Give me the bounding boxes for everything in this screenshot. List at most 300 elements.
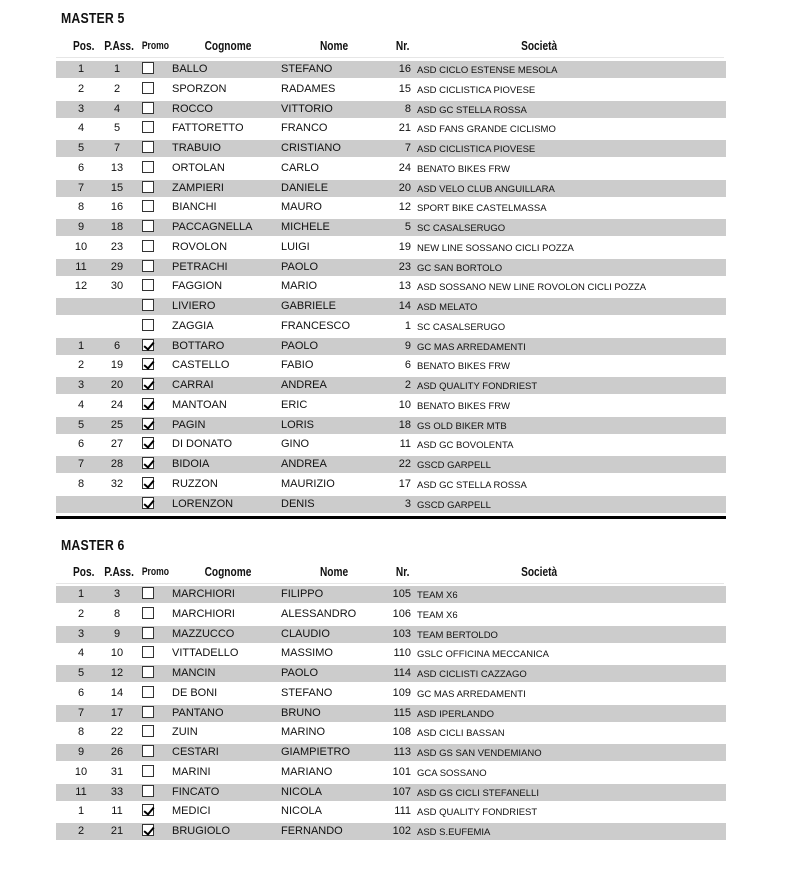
- promo-checkbox[interactable]: [142, 82, 154, 94]
- promo-checkbox[interactable]: [142, 418, 154, 430]
- cognome-cell: PACCAGNELLA: [172, 221, 253, 233]
- nr-cell: 113: [393, 746, 411, 758]
- societa-cell: GCA SOSSANO: [417, 767, 487, 779]
- pass-cell: 30: [110, 280, 124, 293]
- societa-cell: ASD FANS GRANDE CICLISMO: [417, 124, 556, 136]
- nome-cell: STEFANO: [281, 63, 333, 75]
- cognome-cell: LORENZON: [172, 497, 234, 510]
- table-row: [56, 803, 726, 820]
- header-pos: Pos.: [73, 564, 95, 579]
- promo-checkbox[interactable]: [142, 785, 154, 797]
- nr-cell: 3: [404, 497, 411, 510]
- cognome-cell: FAGGION: [172, 280, 223, 293]
- pos-cell: 7: [77, 706, 85, 719]
- societa-cell: SC CASALSERUGO: [417, 223, 506, 234]
- promo-checkbox[interactable]: [142, 627, 154, 639]
- cognome-cell: ZUIN: [172, 726, 198, 739]
- pos-cell: 4: [77, 647, 85, 660]
- table-row: [56, 278, 726, 295]
- table-row: [56, 160, 726, 177]
- nr-cell: 15: [398, 82, 411, 95]
- nome-cell: CLAUDIO: [281, 627, 330, 640]
- societa-cell: ASD QUALITY FONDRIEST: [417, 381, 538, 392]
- societa-cell: NEW LINE SOSSANO CICLI POZZA: [417, 242, 574, 254]
- nome-cell: ANDREA: [281, 458, 327, 470]
- table-row: [56, 318, 726, 335]
- table-row: [56, 665, 726, 682]
- table-row: [56, 259, 726, 276]
- promo-checkbox[interactable]: [142, 765, 154, 777]
- cognome-cell: SPORZON: [172, 82, 227, 95]
- pos-cell: 2: [77, 825, 85, 837]
- pass-cell: 10: [110, 647, 124, 660]
- nome-cell: GINO: [281, 438, 310, 451]
- promo-checkbox[interactable]: [142, 437, 154, 449]
- cognome-cell: CASTELLO: [172, 359, 230, 372]
- nome-cell: CRISTIANO: [281, 142, 341, 154]
- pass-cell: 9: [113, 627, 121, 640]
- table-row: [56, 705, 726, 722]
- cognome-cell: MANTOAN: [172, 398, 227, 411]
- cognome-cell: DE BONI: [172, 686, 218, 699]
- table-row: [56, 764, 726, 781]
- nome-cell: MARIO: [281, 280, 318, 293]
- pos-cell: 4: [77, 398, 85, 411]
- pass-cell: 5: [113, 122, 121, 135]
- pos-cell: 2: [77, 82, 85, 95]
- table-row: [56, 239, 726, 256]
- nome-cell: PAOLO: [281, 260, 319, 273]
- societa-cell: ASD IPERLANDO: [417, 708, 495, 720]
- pos-cell: 5: [77, 418, 85, 431]
- nr-cell: 10: [398, 398, 411, 411]
- nome-cell: STEFANO: [281, 686, 333, 699]
- societa-cell: ASD GC STELLA ROSSA: [417, 104, 527, 116]
- table-row: [56, 436, 726, 453]
- societa-cell: BENATO BIKES FRW: [417, 400, 510, 412]
- nr-cell: 7: [404, 142, 411, 154]
- societa-cell: GC SAN BORTOLO: [417, 262, 503, 274]
- nr-cell: 110: [393, 647, 411, 660]
- societa-cell: ASD CICLI BASSAN: [417, 728, 505, 740]
- section-title: MASTER 5: [61, 10, 125, 27]
- pos-cell: 2: [77, 359, 85, 372]
- pass-cell: 33: [110, 785, 124, 798]
- promo-checkbox[interactable]: [142, 279, 154, 291]
- cognome-cell: PAGIN: [172, 418, 206, 431]
- nr-cell: 6: [404, 359, 411, 372]
- nome-cell: MICHELE: [281, 221, 330, 233]
- pos-cell: 3: [77, 379, 85, 391]
- nr-cell: 108: [392, 726, 411, 739]
- pos-cell: 5: [77, 667, 85, 679]
- nome-cell: VITTORIO: [281, 102, 333, 115]
- promo-checkbox[interactable]: [142, 220, 154, 232]
- pos-cell: 6: [77, 686, 85, 699]
- promo-checkbox[interactable]: [142, 121, 154, 133]
- promo-checkbox[interactable]: [142, 398, 154, 410]
- nr-cell: 1: [404, 319, 411, 332]
- promo-checkbox[interactable]: [142, 102, 154, 114]
- nr-cell: 8: [404, 102, 411, 115]
- cognome-cell: FATTORETTO: [172, 122, 244, 135]
- nr-cell: 107: [392, 785, 411, 798]
- pos-cell: 5: [77, 142, 85, 154]
- pos-cell: 6: [77, 161, 85, 174]
- promo-checkbox[interactable]: [142, 607, 154, 619]
- pos-cell: 9: [77, 746, 85, 758]
- table-row: [56, 377, 726, 394]
- table-row: [56, 101, 726, 118]
- promo-checkbox[interactable]: [142, 319, 154, 331]
- pass-cell: 11: [111, 805, 123, 818]
- nr-cell: 106: [392, 607, 411, 620]
- nome-cell: NICOLA: [281, 805, 322, 818]
- cognome-cell: BIANCHI: [172, 201, 217, 214]
- table-row: [56, 180, 726, 197]
- promo-checkbox[interactable]: [142, 161, 154, 173]
- results-table-master-5: [56, 61, 726, 515]
- societa-cell: ASD GS CICLI STEFANELLI: [417, 787, 539, 799]
- promo-checkbox[interactable]: [142, 646, 154, 658]
- societa-cell: GS OLD BIKER MTB: [417, 420, 507, 432]
- pos-cell: 1: [77, 805, 85, 818]
- pass-cell: 23: [110, 240, 124, 253]
- cognome-cell: ROCCO: [172, 102, 213, 115]
- promo-checkbox[interactable]: [142, 745, 154, 757]
- pos-cell: 6: [77, 438, 85, 451]
- nr-cell: 14: [398, 300, 411, 312]
- promo-checkbox[interactable]: [142, 804, 154, 816]
- pass-cell: 27: [110, 438, 124, 451]
- cognome-cell: PETRACHI: [172, 260, 228, 273]
- header-societa: Società: [521, 564, 558, 579]
- section-title: MASTER 6: [61, 537, 125, 554]
- cognome-cell: PANTANO: [172, 706, 224, 719]
- table-row: [56, 417, 726, 434]
- nr-cell: 2: [404, 379, 411, 391]
- nome-cell: MAURIZIO: [281, 477, 335, 490]
- pass-cell: 32: [110, 477, 124, 490]
- pos-cell: 11: [75, 260, 87, 273]
- header-promo: Promo: [141, 40, 170, 52]
- nr-cell: 114: [393, 667, 411, 679]
- promo-checkbox[interactable]: [142, 725, 154, 737]
- pass-cell: 2: [113, 82, 121, 95]
- nr-cell: 101: [392, 765, 411, 778]
- promo-checkbox[interactable]: [142, 378, 154, 390]
- nr-cell: 111: [394, 805, 411, 818]
- pass-cell: 3: [113, 588, 121, 600]
- pass-cell: 31: [110, 765, 124, 778]
- promo-checkbox[interactable]: [142, 587, 154, 599]
- promo-checkbox[interactable]: [142, 62, 154, 74]
- pass-cell: 6: [113, 339, 121, 352]
- cognome-cell: BRUGIOLO: [172, 825, 231, 837]
- cognome-cell: CARRAI: [172, 379, 214, 391]
- table-row: [56, 199, 726, 216]
- pos-cell: 8: [77, 477, 85, 490]
- societa-cell: BENATO BIKES FRW: [417, 361, 510, 373]
- pos-cell: 1: [77, 339, 85, 352]
- nome-cell: ALESSANDRO: [281, 607, 357, 620]
- cognome-cell: CESTARI: [172, 746, 219, 758]
- societa-cell: GSLC OFFICINA MECCANICA: [417, 649, 549, 661]
- nome-cell: MASSIMO: [281, 647, 333, 660]
- nome-cell: CARLO: [281, 161, 319, 174]
- header-nome: Nome: [319, 38, 349, 53]
- nome-cell: PAOLO: [281, 667, 319, 679]
- promo-checkbox[interactable]: [142, 824, 154, 836]
- header-cognome: Cognome: [204, 564, 252, 579]
- cognome-cell: TRABUIO: [172, 142, 221, 154]
- pass-cell: 24: [110, 398, 124, 411]
- header-pass: P.Ass.: [104, 38, 134, 53]
- pass-cell: 4: [113, 102, 121, 115]
- pass-cell: 8: [113, 607, 121, 620]
- table-row: [56, 744, 726, 761]
- table-row: [56, 61, 726, 78]
- pass-cell: 26: [110, 746, 124, 758]
- promo-checkbox[interactable]: [142, 200, 154, 212]
- pass-cell: 21: [110, 825, 124, 837]
- pass-cell: 28: [110, 458, 124, 470]
- header-pass: P.Ass.: [104, 564, 134, 579]
- table-row: [56, 476, 726, 493]
- table-header: [56, 35, 724, 58]
- nome-cell: LUIGI: [281, 240, 310, 253]
- nr-cell: 24: [398, 161, 411, 174]
- promo-checkbox[interactable]: [142, 706, 154, 718]
- societa-cell: ASD CICLISTICA PIOVESE: [417, 144, 536, 155]
- societa-cell: ASD CICLO ESTENSE MESOLA: [417, 65, 558, 76]
- cognome-cell: MARINI: [172, 765, 211, 778]
- nr-cell: 23: [398, 260, 411, 273]
- nr-cell: 12: [398, 201, 411, 214]
- header-nr: Nr.: [395, 564, 410, 579]
- pass-cell: 12: [110, 667, 124, 679]
- nome-cell: PAOLO: [281, 339, 319, 352]
- table-header: [56, 561, 724, 584]
- pos-cell: 10: [74, 240, 88, 253]
- header-promo: Promo: [141, 566, 170, 578]
- nome-cell: ERIC: [281, 398, 308, 411]
- table-row: [56, 784, 726, 801]
- header-nr: Nr.: [395, 38, 410, 53]
- nome-cell: RADAMES: [281, 82, 336, 95]
- table-row: [56, 724, 726, 741]
- pass-cell: 7: [113, 142, 121, 154]
- societa-cell: ASD VELO CLUB ANGUILLARA: [417, 183, 555, 195]
- table-row: [56, 219, 726, 236]
- pos-cell: 3: [77, 102, 85, 115]
- promo-checkbox[interactable]: [142, 666, 154, 678]
- pass-cell: 29: [110, 260, 124, 273]
- header-nome: Nome: [319, 564, 349, 579]
- societa-cell: TEAM X6: [417, 590, 458, 601]
- promo-checkbox[interactable]: [142, 181, 154, 193]
- table-row: [56, 120, 726, 137]
- pass-cell: 25: [110, 418, 124, 431]
- societa-cell: ASD CICLISTICA PIOVESE: [417, 84, 536, 96]
- nome-cell: FRANCESCO: [281, 319, 351, 332]
- cognome-cell: MARCHIORI: [172, 588, 235, 600]
- cognome-cell: VITTADELLO: [172, 647, 239, 660]
- cognome-cell: MARCHIORI: [172, 607, 235, 620]
- table-row: [56, 81, 726, 98]
- pass-cell: 22: [110, 726, 124, 739]
- cognome-cell: FINCATO: [172, 785, 220, 798]
- nome-cell: MARIANO: [281, 765, 333, 778]
- societa-cell: GC MAS ARREDAMENTI: [417, 688, 526, 700]
- nome-cell: LORIS: [281, 418, 315, 431]
- societa-cell: GSCD GARPELL: [417, 499, 491, 511]
- table-row: [56, 338, 726, 355]
- nr-cell: 102: [392, 825, 411, 837]
- nr-cell: 22: [398, 458, 411, 470]
- societa-cell: ASD S.EUFEMIA: [417, 827, 491, 838]
- nr-cell: 5: [404, 221, 411, 233]
- table-row: [56, 140, 726, 157]
- table-row: [56, 823, 726, 840]
- header-societa: Società: [521, 38, 558, 53]
- cognome-cell: DI DONATO: [172, 438, 233, 451]
- promo-checkbox[interactable]: [142, 457, 154, 469]
- promo-checkbox[interactable]: [142, 141, 154, 153]
- table-row: [56, 357, 726, 374]
- nome-cell: GABRIELE: [281, 300, 337, 312]
- promo-checkbox[interactable]: [142, 240, 154, 252]
- pos-cell: 12: [74, 280, 88, 293]
- nr-cell: 109: [392, 686, 411, 699]
- results-table-master-6: [56, 586, 726, 843]
- pos-cell: 1: [77, 588, 85, 600]
- pos-cell: 11: [75, 785, 87, 798]
- nome-cell: FILIPPO: [281, 588, 324, 600]
- nome-cell: DENIS: [281, 497, 315, 510]
- promo-checkbox[interactable]: [142, 299, 154, 311]
- pos-cell: 7: [77, 458, 85, 470]
- cognome-cell: RUZZON: [172, 477, 218, 490]
- societa-cell: ASD MELATO: [417, 302, 478, 313]
- pass-cell: 16: [110, 201, 124, 214]
- table-row: [56, 496, 726, 513]
- cognome-cell: ORTOLAN: [172, 161, 225, 174]
- societa-cell: TEAM BERTOLDO: [417, 629, 498, 641]
- nome-cell: GIAMPIETRO: [281, 746, 351, 758]
- nr-cell: 13: [398, 280, 411, 293]
- section-divider: [56, 516, 726, 519]
- societa-cell: ASD QUALITY FONDRIEST: [417, 807, 538, 819]
- societa-cell: ASD CICLISTI CAZZAGO: [417, 669, 527, 680]
- cognome-cell: ROVOLON: [172, 240, 228, 253]
- nome-cell: BRUNO: [281, 706, 321, 719]
- nome-cell: NICOLA: [281, 785, 322, 798]
- cognome-cell: BIDOIA: [172, 458, 210, 470]
- promo-checkbox[interactable]: [142, 358, 154, 370]
- promo-checkbox[interactable]: [142, 339, 154, 351]
- societa-cell: SPORT BIKE CASTELMASSA: [417, 203, 547, 215]
- pass-cell: 17: [110, 706, 124, 719]
- table-row: [56, 586, 726, 603]
- nr-cell: 21: [398, 122, 411, 135]
- nr-cell: 105: [392, 588, 411, 600]
- table-row: [56, 685, 726, 702]
- societa-cell: GC MAS ARREDAMENTI: [417, 341, 526, 353]
- promo-checkbox[interactable]: [142, 260, 154, 272]
- societa-cell: SC CASALSERUGO: [417, 321, 506, 333]
- nome-cell: MAURO: [281, 201, 322, 214]
- pos-cell: 7: [77, 181, 85, 194]
- cognome-cell: MANCIN: [172, 667, 216, 679]
- cognome-cell: ZAMPIERI: [172, 181, 224, 194]
- nr-cell: 115: [393, 706, 411, 719]
- table-row: [56, 397, 726, 414]
- societa-cell: ASD GS SAN VENDEMIANO: [417, 748, 542, 759]
- nr-cell: 103: [392, 627, 411, 640]
- pass-cell: 15: [110, 181, 124, 194]
- nome-cell: DANIELE: [281, 181, 329, 194]
- cognome-cell: MAZZUCCO: [172, 627, 235, 640]
- pass-cell: 18: [110, 221, 124, 233]
- cognome-cell: MEDICI: [172, 805, 211, 818]
- cognome-cell: BALLO: [172, 63, 208, 75]
- table-row: [56, 298, 726, 315]
- pass-cell: 20: [110, 379, 124, 391]
- cognome-cell: BOTTARO: [172, 339, 225, 352]
- nr-cell: 19: [398, 240, 411, 253]
- pass-cell: 13: [110, 161, 124, 174]
- promo-checkbox[interactable]: [142, 477, 154, 489]
- nr-cell: 17: [398, 477, 411, 490]
- header-cognome: Cognome: [204, 38, 252, 53]
- pos-cell: 3: [77, 627, 85, 640]
- societa-cell: ASD GC BOVOLENTA: [417, 440, 514, 452]
- header-pos: Pos.: [73, 38, 95, 53]
- nr-cell: 16: [398, 63, 411, 75]
- pass-cell: 14: [110, 686, 124, 699]
- pos-cell: 8: [77, 201, 85, 214]
- pass-cell: 19: [110, 359, 124, 372]
- table-row: [56, 645, 726, 662]
- table-row: [56, 626, 726, 643]
- nome-cell: MARINO: [281, 726, 325, 739]
- societa-cell: GSCD GARPELL: [417, 460, 491, 471]
- nome-cell: FERNANDO: [281, 825, 343, 837]
- nr-cell: 11: [399, 438, 411, 451]
- cognome-cell: LIVIERO: [172, 300, 216, 312]
- societa-cell: ASD SOSSANO NEW LINE ROVOLON CICLI POZZA: [417, 282, 647, 294]
- nr-cell: 18: [398, 418, 411, 431]
- pos-cell: 9: [77, 221, 85, 233]
- table-row: [56, 606, 726, 623]
- pos-cell: 10: [74, 765, 88, 778]
- nome-cell: FRANCO: [281, 122, 328, 135]
- nome-cell: FABIO: [281, 359, 314, 372]
- societa-cell: BENATO BIKES FRW: [417, 163, 510, 175]
- nr-cell: 9: [404, 339, 411, 352]
- societa-cell: ASD GC STELLA ROSSA: [417, 479, 527, 491]
- nr-cell: 20: [398, 181, 411, 194]
- pos-cell: 2: [77, 607, 85, 620]
- pos-cell: 1: [77, 63, 85, 75]
- pass-cell: 1: [113, 63, 121, 75]
- nome-cell: ANDREA: [281, 379, 327, 391]
- promo-checkbox[interactable]: [142, 686, 154, 698]
- cognome-cell: ZAGGIA: [172, 319, 214, 332]
- promo-checkbox[interactable]: [142, 497, 154, 509]
- table-row: [56, 456, 726, 473]
